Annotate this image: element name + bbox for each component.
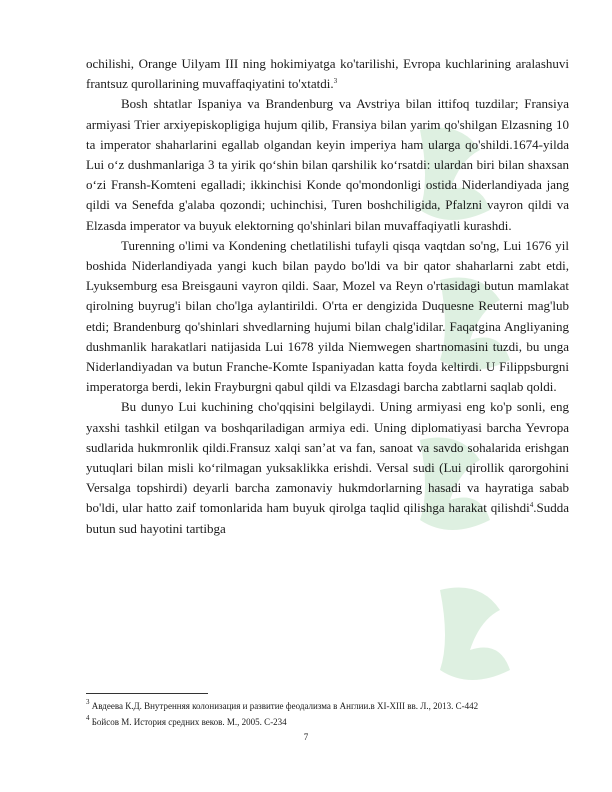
- footnotes: [86, 698, 569, 730]
- document-body: [86, 54, 569, 539]
- footnote-ref-3[interactable]: 3: [333, 77, 338, 86]
- footnote-4: $^4$ Бойсов М. История средних веков. М., 2005. С-234: [86, 714, 287, 727]
- paragraph-1: ochilishi, Orange Uilyam III ning hokimiyatga ko'tarilishi, Evropa kuchlarining aralashuvi frantsuz qurollarining muvaffaqiyatini to'xtatdi.$^3$: [86, 56, 569, 92]
- paragraph-4: Bu dunyo Lui kuchining cho'qqisini belgilaydi. Uning armiyasi eng ko'p sonli, eng yaxshi tashkil etilgan va boshqariladigan armiya edi. Uning diplomatiyasi barcha Yevropa sudlarida hukmronlik qildi.Fransuz xalqi san’at va fan, sanoat va savdo sohalarida erishgan yutuqlari bilan misli ko‘rilmagan yuksaklikka erishdi. Versal sudi (Lui qirollik qarorgohini Versalga topshirdi) deyarli barcha zamonaviy hukmdorlarning hasadi va hayratiga sabab bo'ldi, ular hatto zaif tomonlarida ham buyuk qirolga taqlid qilishga harakat qilishdi$^4$.Sudda butun sud hayotini tartibga: [86, 399, 569, 536]
- footnote-ref-4[interactable]: 4: [529, 501, 534, 510]
- paragraph-2: Bosh shtatlar Ispaniya va Brandenburg va Avstriya bilan ittifoq tuzdilar; Fransiya armiyasi Trier arxiyepiskopligiga hujum qilib, Fransiya bilan yarim qo'shilgan Elzasning 10 ta imperator shaharlarini egallab olgandan keyin imperiya ham ularga qo'shildi.1674-yilda Lui o‘z dushmanlariga 3 ta yirik qo‘shin bilan qarshilik ko‘rsatdi: ulardan biri bilan shaxsan o‘zi Fransh-Komteni egalladi; ikkinchisi Konde qo'mondonligi ostida Niderlandiyada jang qildi va Senefda g'alaba qozondi; uchinchisi, Turen boshchiligida, Pfalzni vayron qildi va Elzasda imperator va buyuk elektorning qo'shinlari bilan muvaffaqiyatli kurashdi.: [86, 96, 569, 233]
- paragraph-3: Turenning o'limi va Kondening chetlatilishi tufayli qisqa vaqtdan so'ng, Lui 1676 yil boshida Niderlandiyada yangi kuch bilan paydo bo'ldi va bir qator shaharlarni zabt etdi, Lyuksemburg esa Breisgauni vayron qildi. Saar, Mozel va Reyn o'rtasidagi butun mamlakat qirolning buyrug'i bilan cho'lga aylantirildi. O'rta er dengizida Duquesne Reuterni mag'lub etdi; Brandenburg qo'shinlari shvedlarning hujumi bilan chalg'idilar. Faqatgina Angliyaning dushmanlik harakatlari natijasida Lui 1678 yilda Niemwegen shartnomasini tuzdi, bu unga Niderlandiyadan va butun Franche-Komte Ispaniyadan katta foyda keltirdi. U Filippsburgni imperatorga berdi, lekin Frayburgni qabul qildi va Elzasdagi barcha zabtlarni saqlab qoldi.: [86, 237, 569, 395]
- footnote-divider: [86, 693, 208, 694]
- page-number: 7: [303, 732, 309, 742]
- footnote-3: $^3$ Авдеева К.Д. Внутренняя колонизация и развитие феодализма в Англии.в XI-XIII вв. Л., 2013. С-442: [86, 698, 479, 711]
